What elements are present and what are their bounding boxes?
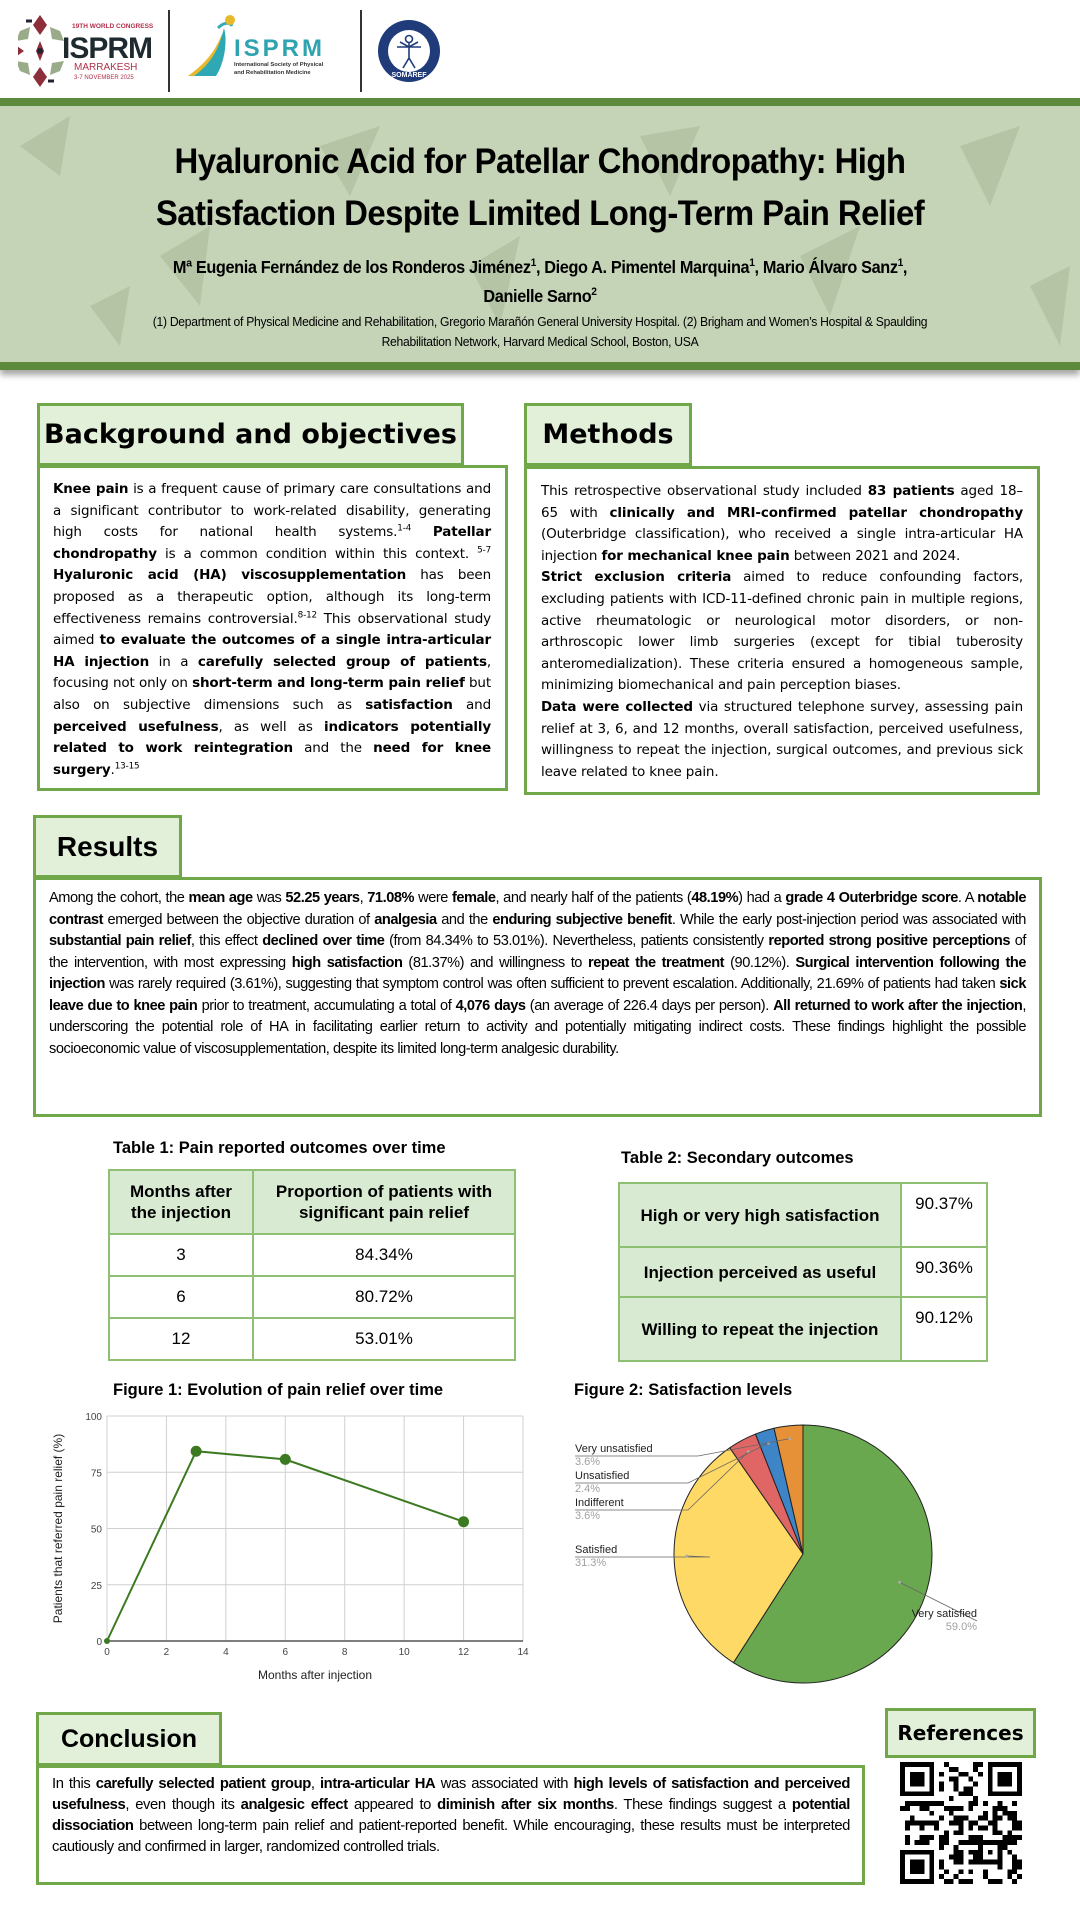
- congress-emblem-icon: [18, 8, 153, 94]
- x-tick-label: 8: [341, 1647, 348, 1658]
- congress-logo: [18, 8, 153, 94]
- conclusion-section: [36, 1765, 865, 1885]
- background-heading: Background and objectives: [37, 403, 464, 466]
- secondary-outcomes-table: [618, 1182, 988, 1362]
- methods-paragraph: This retrospective observational study included 83 patients aged 18–65 with clinically and MRI-confirmed patellar chondropathy (Outerbridge classification), who received a single intra-articular HA injection for mechanical knee pain between 2021 and 2024.: [541, 483, 1024, 564]
- slice-percent: 59.0%: [945, 1621, 977, 1633]
- affiliation-line-2: Rehabilitation Network, Harvard Medical School, Boston, USA: [381, 334, 699, 349]
- months-cell: 12: [109, 1318, 253, 1360]
- column-header: Proportion of patients with significant pain relief: [253, 1170, 515, 1234]
- methods-paragraph: Strict exclusion criteria aimed to reduce confounding factors, excluding patients with ICD-11-defined chronic pain in multiple regions, active rheumatologic or neurological motor disorders, or non-arthroscopic lower limb surgeries (except for tibial tuberosity anteromedialization). These criteria ensured a homogeneous sample, minimizing biomechanical and pain perception biases.: [541, 569, 1024, 694]
- svg-text:SOMAREF: SOMAREF: [391, 72, 427, 79]
- slice-percent: 2.4%: [575, 1483, 601, 1495]
- months-cell: 6: [109, 1276, 253, 1318]
- satisfaction-pie-chart: [560, 1400, 1040, 1690]
- x-tick-label: 14: [517, 1647, 529, 1658]
- slice-percent: 31.3%: [575, 1557, 607, 1569]
- y-tick-label: 100: [85, 1412, 102, 1423]
- outcome-label: Injection perceived as useful: [619, 1247, 901, 1297]
- data-point: [280, 1454, 291, 1465]
- y-tick-label: 25: [90, 1580, 102, 1592]
- slice-label: Very unsatisfied: [575, 1443, 653, 1455]
- leader-dot: [685, 1555, 688, 1558]
- table1-caption: Table 1: Pain reported outcomes over time: [113, 1139, 446, 1157]
- poster-title: [32, 136, 1047, 240]
- svg-text:ISPRM: ISPRM: [62, 32, 153, 65]
- y-tick-label: 50: [90, 1524, 102, 1536]
- affiliations: [98, 312, 981, 352]
- x-tick-label: 6: [282, 1647, 289, 1658]
- svg-text:International Society of Physi: International Society of Physical: [234, 62, 324, 68]
- y-tick-label: 0: [96, 1637, 102, 1648]
- x-axis-label: Months after injection: [257, 1668, 373, 1682]
- column-header: Months after the injection: [109, 1170, 253, 1234]
- svg-text:ISPRM: ISPRM: [234, 35, 326, 62]
- outcome-value: 90.36%: [901, 1247, 987, 1297]
- pain-outcomes-table: [108, 1169, 516, 1361]
- slice-label: Very satisfied: [911, 1608, 977, 1620]
- isprm-figure-icon: [188, 15, 235, 76]
- methods-paragraph: Data were collected via structured telephone survey, assessing pain relief at 3, 6, and 12 months, overall satisfaction, perceived usefulness, willingness to repeat the injection, surgical outcomes, and previous sick leave related to knee pain.: [541, 698, 1023, 780]
- data-point: [458, 1516, 469, 1527]
- x-tick-label: 4: [223, 1647, 229, 1658]
- background-text: Knee pain is a frequent cause of primary care consultations and a significant contributor to work-related disability, generating high costs for national health systems.$^{1-4}$ Patellar chondropathy is a common condition within this context. $^{5-7}$ Hyaluronic acid (HA) viscosupplementation has been proposed as a therapeutic option, although its long-term effectiveness remains controversial.$^{8-12}$ This observational study aimed to evaluate the outcomes of a single intra-articular HA injection in a carefully selected group of patients, focusing not only on short-term and long-term pain relief but also on subjective dimensions such as satisfaction and perceived usefulness, as well as indicators potentially related to work reintegration and the need for knee surgery.$^{13-15}$: [53, 481, 492, 778]
- author-name: Mario Álvaro Sanz$^1$: [762, 256, 903, 277]
- proportion-cell: 80.72%: [253, 1276, 515, 1318]
- y-tick-label: 75: [90, 1468, 102, 1480]
- references-heading: References: [885, 1708, 1036, 1758]
- x-tick-label: 12: [458, 1647, 470, 1658]
- outcome-value: 90.12%: [901, 1297, 987, 1361]
- proportion-cell: 53.01%: [253, 1318, 515, 1360]
- figure2-caption: Figure 2: Satisfaction levels: [574, 1381, 793, 1399]
- pain-relief-line-chart: [40, 1400, 540, 1700]
- leader-dot: [788, 1437, 791, 1440]
- leader-dot: [898, 1581, 901, 1584]
- svg-text:MARRAKESH: MARRAKESH: [74, 62, 138, 73]
- figure1-caption: Figure 1: Evolution of pain relief over time: [113, 1381, 444, 1399]
- logo-bar: [0, 0, 1080, 98]
- isprm-society-logo: [184, 14, 354, 84]
- slice-label: Indifferent: [575, 1497, 624, 1509]
- title-line-2: Satisfaction Despite Limited Long-Term Pain Relief: [155, 194, 925, 233]
- results-text: Among the cohort, the mean age was 52.25 years, 71.08% were female, and nearly half of the patients (48.19%) had a grade 4 Outerbridge score. A notable contrast emerged between the objective duration of analgesia and the enduring subjective benefit. While the early post-injection period was associated with substantial pain relief, this effect declined over time (from 84.34% to 53.01%). Nevertheless, patients consistently reported strong positive perceptions of the intervention, with most expressing high satisfaction (81.37%) and willingness to repeat the treatment (90.12%). Surgical intervention following the injection was rarely required (3.61%), suggesting that symptom control was often sufficient to prevent escalation. Additionally, 21.69% of patients had taken sick leave due to knee pain prior to treatment, accumulating a total of 4,076 days (an average of 226.4 days per person). All returned to work after the injection, underscoring the potential role of HA in facilitating earlier return to activity and potentially mitigating indirect costs. These findings highlight the possible socioeconomic value of viscosupplementation, despite its limited long-term analgesic durability.: [49, 890, 1027, 1057]
- x-tick-label: 2: [163, 1647, 170, 1658]
- x-tick-label: 0: [104, 1647, 110, 1658]
- methods-heading: Methods: [524, 403, 692, 466]
- title-line-1: Hyaluronic Acid for Patellar Chondropathy: High: [174, 142, 906, 181]
- y-axis-label: Patients that referred pain relief (%): [51, 1433, 65, 1624]
- author-name: Mª Eugenia Fernández de los Ronderos Jiménez$^1$: [172, 256, 536, 277]
- affiliation-line-1: (1) Department of Physical Medicine and Rehabilitation, Gregorio Marañón General University Hospital. (2) Brigham and Women’s Hospital & Spaulding: [152, 314, 928, 329]
- svg-text:19TH WORLD CONGRESS: 19TH WORLD CONGRESS: [72, 23, 153, 30]
- slice-percent: 3.6%: [575, 1456, 601, 1468]
- data-point: [191, 1446, 202, 1457]
- references-qr-code[interactable]: [900, 1762, 1022, 1884]
- table-row: [109, 1318, 515, 1360]
- conclusion-text: In this carefully selected patient group, intra-articular HA was associated with high levels of satisfaction and perceived usefulness, even though its analgesic effect appeared to diminish after six months. These findings suggest a potential dissociation between long-term pain relief and patient-reported benefit. While encouraging, these results must be interpreted cautiously and confirmed in larger, randomized controlled trials.: [52, 1776, 850, 1855]
- logo-divider: [360, 10, 362, 92]
- table-row: [619, 1247, 987, 1297]
- results-heading: Results: [33, 815, 182, 878]
- table-row: [109, 1276, 515, 1318]
- proportion-cell: 84.34%: [253, 1234, 515, 1276]
- table-row: [109, 1234, 515, 1276]
- author-name: Danielle Sarno$^2$: [483, 285, 597, 306]
- table-row: [619, 1297, 987, 1361]
- x-tick-label: 10: [398, 1647, 410, 1658]
- methods-section: [524, 466, 1040, 795]
- svg-text:3-7 NOVEMBER 2025: 3-7 NOVEMBER 2025: [74, 75, 134, 81]
- outcome-label: High or very high satisfaction: [619, 1183, 901, 1247]
- slice-label: Satisfied: [575, 1544, 618, 1556]
- slice-label: Unsatisfied: [575, 1470, 630, 1482]
- table2-caption: Table 2: Secondary outcomes: [621, 1149, 854, 1167]
- author-list: Mª Eugenia Fernández de los Ronderos Jiménez$^1$, Diego A. Pimentel Marquina$^1$, Mario Álvaro Sanz$^1$, Danielle Sarno$^2$: [172, 256, 908, 306]
- background-section: [37, 465, 508, 791]
- results-section: [33, 877, 1042, 1117]
- title-banner: [0, 98, 1080, 370]
- outcome-label: Willing to repeat the injection: [619, 1297, 901, 1361]
- author-name: Diego A. Pimentel Marquina$^1$: [544, 256, 755, 277]
- table-row: [619, 1183, 987, 1247]
- outcome-value: 90.37%: [901, 1183, 987, 1247]
- somaref-logo: [376, 18, 442, 84]
- data-point: [104, 1638, 110, 1644]
- svg-text:and Rehabilitation Medicine: and Rehabilitation Medicine: [234, 70, 311, 76]
- slice-percent: 3.6%: [575, 1510, 601, 1522]
- months-cell: 3: [109, 1234, 253, 1276]
- conclusion-heading: Conclusion: [36, 1712, 222, 1766]
- table-header-row: [109, 1170, 515, 1234]
- logo-divider: [168, 10, 170, 92]
